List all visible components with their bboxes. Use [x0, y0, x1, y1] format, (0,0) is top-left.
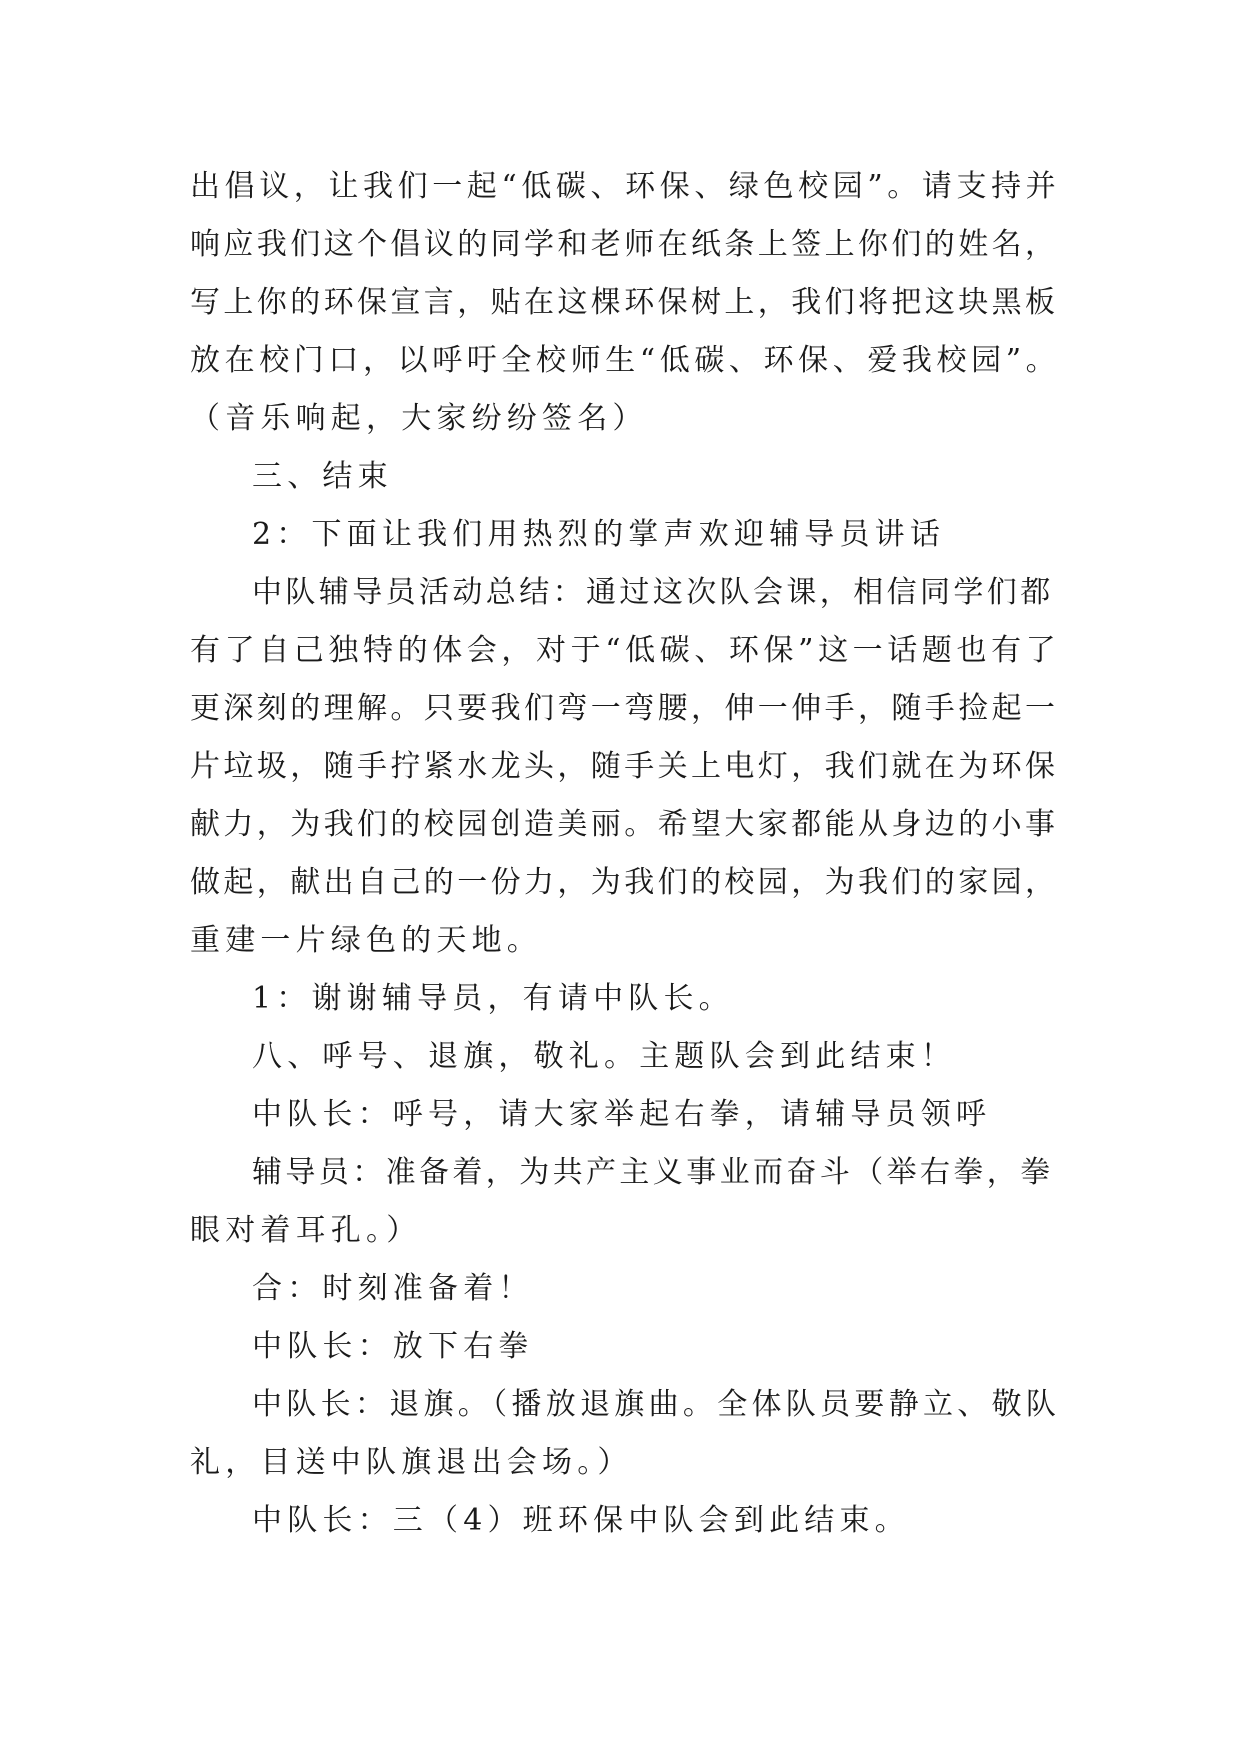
text-line: 有了自己独特的体会，对于“低碳、环保”这一话题也有了: [190, 633, 1061, 668]
text-line: 中队长：三（4）班环保中队会到此结束。: [252, 1503, 910, 1538]
text-line: 出倡议，让我们一起“低碳、环保、绿色校园”。请支持并: [190, 169, 1061, 204]
text-line: 礼，目送中队旗退出会场。）: [190, 1445, 633, 1480]
text-line: 1：谢谢辅导员，有请中队长。: [252, 981, 734, 1016]
text-line: 眼对着耳孔。）: [190, 1213, 422, 1248]
text-line: 响应我们这个倡议的同学和老师在纸条上签上你们的姓名，: [190, 227, 1059, 262]
text-line: 更深刻的理解。只要我们弯一弯腰，伸一伸手，随手捡起一: [190, 691, 1059, 726]
text-line: 重建一片绿色的天地。: [190, 923, 542, 958]
text-line: 片垃圾，随手拧紧水龙头，随手关上电灯，我们就在为环保: [190, 749, 1059, 784]
text-line: 中队长：呼号，请大家举起右拳，请辅导员领呼: [252, 1097, 992, 1132]
text-line: 做起，献出自己的一份力，为我们的校园，为我们的家园，: [190, 865, 1059, 900]
text-line: 辅导员：准备着，为共产主义事业而奋斗（举右拳，拳: [252, 1155, 1054, 1190]
section-heading: 八、呼号、退旗，敬礼。主题队会到此结束！: [252, 1039, 956, 1074]
text-line: 2：下面让我们用热烈的掌声欢迎辅导员讲话: [252, 517, 946, 552]
text-line: （音乐响起，大家纷纷签名）: [190, 401, 648, 436]
text-line: 合：时刻准备着！: [252, 1271, 534, 1306]
text-line: 献力，为我们的校园创造美丽。希望大家都能从身边的小事: [190, 807, 1059, 842]
document-body: [190, 158, 1060, 1550]
section-heading: 三、结束: [252, 459, 393, 494]
text-line: 中队长：放下右拳: [252, 1329, 534, 1364]
text-line: 放在校门口，以呼吁全校师生“低碳、环保、爱我校园”。: [190, 343, 1061, 378]
text-line: 中队长：退旗。（播放退旗曲。全体队员要静立、敬队: [252, 1387, 1061, 1422]
text-line: 中队辅导员活动总结：通过这次队会课，相信同学们都: [252, 575, 1054, 610]
text-line: 写上你的环保宣言，贴在这棵环保树上，我们将把这块黑板: [190, 285, 1059, 320]
